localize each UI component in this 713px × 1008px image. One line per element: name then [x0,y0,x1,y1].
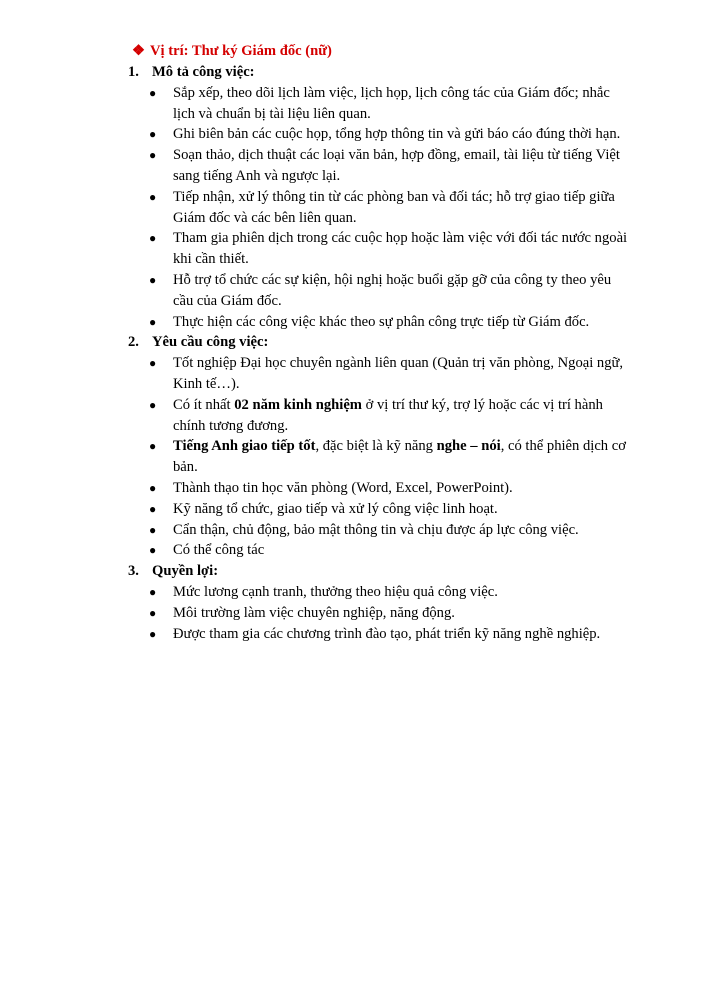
experience-requirement: 02 năm kinh nghiệm [234,396,362,413]
list-item: ● Thực hiện các công việc khác theo sự phân công trực tiếp từ Giám đốc. [128,312,628,333]
list-item: ● Có ít nhất 02 năm kinh nghiệm ở vị trí thư ký, trợ lý hoặc các vị trí hành chính tương đương. [149,396,603,434]
section-number: 2. [128,334,139,351]
job-title-text: Vị trí: Thư ký Giám đốc (nữ) [150,43,332,59]
bullet-icon: ● [149,272,157,287]
section-heading [128,561,628,582]
list-item: ● Có thể công tác [128,540,628,561]
bullet-icon: ● [149,148,157,163]
bullet-list [128,582,628,644]
list-item: ● Soạn thảo, dịch thuật các loại văn bản, hợp đồng, email, tài liệu từ tiếng Việt sang tiếng Anh và ngược lại. [149,147,620,184]
section-heading [128,62,628,83]
list-item: ● Ghi biên bản các cuộc họp, tổng hợp thông tin và gửi báo cáo đúng thời hạn. [128,124,628,145]
section-number: 3. [128,563,139,580]
bullet-icon: ● [149,522,157,537]
document-body [128,62,628,644]
section-heading-text: Yêu cầu công việc: [152,334,269,351]
bullet-icon: ● [149,314,157,329]
list-item: ● Cẩn thận, chủ động, bảo mật thông tin và chịu được áp lực công việc. [128,520,628,541]
bullet-icon: ● [149,605,157,620]
list-item: ● Tiếng Anh giao tiếp tốt, đặc biệt là kỹ năng nghe – nói, có thể phiên dịch cơ bản. [149,438,626,476]
section-heading-text: Mô tả công việc: [152,64,255,80]
bullet-icon: ● [149,543,157,558]
diamond-bullet-icon: ❖ [132,43,146,59]
bullet-icon: ● [149,584,157,599]
bullet-icon: ● [149,356,157,371]
section-number: 1. [128,64,139,80]
listening-speaking-skill: nghe – nói [436,438,501,455]
bullet-list [128,83,628,333]
bullet-icon: ● [149,626,157,641]
english-requirement: Tiếng Anh giao tiếp tốt [173,438,316,455]
list-item: ● Tốt nghiệp Đại học chuyên ngành liên quan (Quản trị văn phòng, Ngoại ngữ, Kinh tế…). [149,355,624,392]
bullet-icon: ● [149,189,157,204]
section-benefits [128,561,628,644]
bullet-icon: ● [149,397,157,412]
section-heading-text: Quyền lợi: [152,563,219,580]
list-item: ● Hỗ trợ tổ chức các sự kiện, hội nghị hoặc buổi gặp gỡ của công ty theo yêu cầu của Giám đốc. [149,271,612,309]
list-item: ● Mức lương cạnh tranh, thưởng theo hiệu quả công việc. [128,582,628,603]
list-item: ● Môi trường làm việc chuyên nghiệp, năng động. [128,603,628,624]
list-item: ● Sắp xếp, theo dõi lịch làm việc, lịch họp, lịch công tác của Giám đốc; nhắc lịch và chuẩn bị tài liệu liên quan. [149,84,610,122]
bullet-icon: ● [149,439,157,454]
section-job-requirements [128,332,628,561]
list-item: ● Được tham gia các chương trình đào tạo, phát triển kỹ năng nghề nghiệp. [128,624,628,645]
section-job-description [128,62,628,332]
bullet-icon: ● [149,85,157,100]
list-item: ● Tham gia phiên dịch trong các cuộc họp hoặc làm việc với đối tác nước ngoài khi cần thiết. [149,230,628,268]
section-heading [128,332,628,353]
bullet-icon: ● [149,231,157,246]
list-item: ● Kỹ năng tổ chức, giao tiếp và xử lý công việc linh hoạt. [128,499,628,520]
bullet-icon: ● [149,480,157,495]
bullet-icon: ● [149,501,157,516]
bullet-icon: ● [149,127,157,142]
bullet-list [128,353,628,561]
list-item: ● Tiếp nhận, xử lý thông tin từ các phòng ban và đối tác; hỗ trợ giao tiếp giữa Giám đốc và các bên liên quan. [149,188,615,226]
job-title [132,41,332,62]
list-item: ● Thành thạo tin học văn phòng (Word, Excel, PowerPoint). [128,478,628,499]
